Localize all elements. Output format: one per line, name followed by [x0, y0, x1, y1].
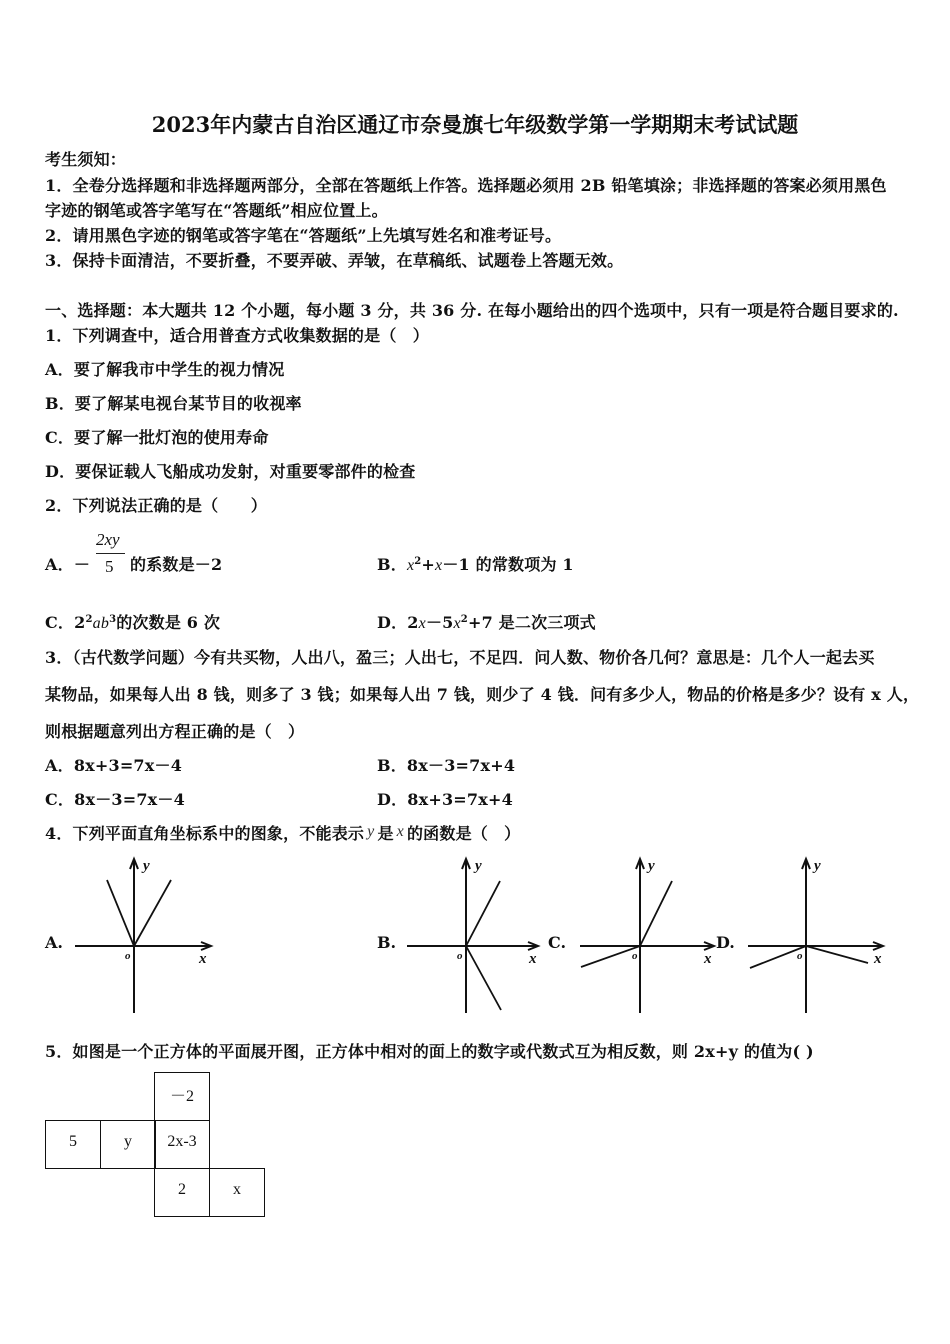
q4-stem-text: 的函数是（ ） [406, 824, 521, 843]
x-axis-label: x [874, 951, 882, 967]
q2-stem: 2．下列说法正确的是（ ） [45, 496, 267, 515]
math-variable: x [435, 557, 443, 574]
notice-line-3: 3．保持卡面清洁，不要折叠，不要弄破、弄皱，在草稿纸、试题卷上答题无效。 [45, 251, 624, 270]
q4-option-d-label: D. [716, 933, 735, 952]
x-axis-label: x [704, 951, 712, 967]
math-variable: x [406, 557, 415, 574]
fraction-bar [96, 553, 125, 554]
math-operator: + [421, 555, 436, 574]
q3-stem-line-1: 3．（古代数学问题）今有共买物，人出八，盈三；人出七，不足四．问人数、物价各几何？意思是：几个人一起去买 [45, 648, 875, 667]
q4-graph-b [402, 852, 552, 1018]
y-axis-label: y [814, 858, 821, 874]
q3-option-b: B．8x－3=7x+4 [377, 756, 516, 775]
q4-stem-text: 4．下列平面直角坐标系中的图象，不能表示 [45, 824, 365, 843]
q4-option-a-label: A. [45, 933, 63, 952]
q1-option-a: A．要了解我市中学生的视力情况 [45, 360, 285, 379]
origin-label: o [457, 950, 463, 962]
net-cell-top: －2 [154, 1072, 210, 1121]
option-text: +7 是二次三项式 [467, 613, 596, 632]
notice-heading: 考生须知： [45, 150, 127, 169]
graph-line-upper [466, 881, 500, 946]
math-variable: x [453, 615, 461, 632]
graph-line-right [806, 946, 868, 963]
origin-label: o [125, 950, 131, 962]
origin-label: o [797, 950, 803, 962]
q5-stem: 5．如图是一个正方体的平面展开图，正方体中相对的面上的数字或代数式互为相反数，则 2x+y 的值为( ) [45, 1042, 814, 1061]
math-variable: ab [92, 615, 110, 632]
option-label: C． [45, 613, 75, 632]
q3-option-d: D．8x+3=7x+4 [377, 790, 513, 809]
notice-line-2: 2．请用黑色字迹的钢笔或答字笔在“答题纸”上先填写姓名和准考证号。 [45, 226, 562, 245]
math-term: －5 [425, 613, 454, 632]
graph-line-right [134, 880, 171, 946]
y-axis-label: y [143, 858, 150, 874]
q4-graph-a [70, 852, 220, 1018]
q4-stem [45, 824, 520, 845]
exam-title: 2023年内蒙古自治区通辽市奈曼旗七年级数学第一学期期末考试试题 [151, 112, 799, 137]
math-variable-x: x [396, 823, 404, 840]
x-axis-label: x [529, 951, 537, 967]
exponent: 2 [85, 614, 93, 625]
q4-graph-c [576, 852, 726, 1018]
q2-option-c [45, 613, 220, 636]
q2-option-b [377, 555, 574, 578]
q2-option-a-label: A．－ [45, 555, 91, 574]
q4-graph-d [742, 852, 892, 1018]
math-variable: x [418, 615, 426, 632]
option-label: D． [377, 613, 408, 632]
graph-line-left [107, 880, 134, 946]
exponent: 2 [460, 614, 468, 625]
graph-line-right [640, 881, 672, 946]
exponent: 3 [109, 614, 117, 625]
exponent: 2 [414, 556, 422, 567]
net-cell-middle-3: 2x-3 [154, 1120, 210, 1169]
math-coefficient: 2 [407, 613, 419, 632]
q1-stem: 1．下列调查中，适合用普查方式收集数据的是（ ） [45, 326, 429, 345]
notice-line-1: 1．全卷分选择题和非选择题两部分，全部在答题纸上作答。选择题必须用 2B 铅笔填涂；非选择题的答案必须用黑色 [45, 176, 887, 195]
q4-option-c-label: C. [548, 933, 567, 952]
math-variable-y: y [367, 823, 375, 840]
q3-option-a: A．8x+3=7x－4 [45, 756, 183, 775]
notice-line-1-continued: 字迹的钢笔或答字笔写在“答题纸”相应位置上。 [45, 201, 388, 220]
q2-option-a-numerator: 2xy [96, 530, 120, 549]
q1-option-c: C．要了解一批灯泡的使用寿命 [45, 428, 269, 447]
net-cell-bottom-2: x [209, 1168, 265, 1217]
origin-label: o [632, 950, 638, 962]
option-text: 的次数是 6 次 [116, 613, 221, 632]
q3-stem-line-3: 则根据题意列出方程正确的是（ ） [45, 722, 305, 741]
q4-stem-text: 是 [377, 824, 394, 843]
q2-option-d [377, 613, 596, 636]
cube-net-figure [45, 1072, 265, 1218]
net-cell-bottom-1: 2 [154, 1168, 210, 1217]
q4-option-b-label: B. [377, 933, 397, 952]
y-axis-label: y [648, 858, 655, 874]
net-cell-middle-2: y [100, 1120, 156, 1169]
option-text: －1 的常数项为 1 [442, 555, 574, 574]
x-axis-label: x [199, 951, 207, 967]
net-cell-middle-1: 5 [45, 1120, 101, 1169]
y-axis-label: y [475, 858, 482, 874]
math-coefficient: 2 [74, 613, 86, 632]
q1-option-b: B．要了解某电视台某节目的收视率 [45, 394, 302, 413]
section-heading: 一、选择题：本大题共 12 个小题，每小题 3 分，共 36 分. 在每小题给出的四个选项中，只有一项是符合题目要求的. [45, 301, 899, 320]
graph-line-lower [466, 946, 501, 1010]
q2-option-a-text: 的系数是－2 [130, 555, 223, 574]
option-label: B． [377, 555, 407, 574]
q3-stem-line-2: 某物品，如果每人出 8 钱，则多了 3 钱；如果每人出 7 钱，则少了 4 钱．问有多少人，物品的价格是多少？设有 x 人， [45, 685, 920, 704]
q2-option-a-denominator: 5 [105, 557, 114, 576]
q1-option-d: D．要保证载人飞船成功发射，对重要零部件的检查 [45, 462, 416, 481]
q3-option-c: C．8x－3=7x－4 [45, 790, 185, 809]
